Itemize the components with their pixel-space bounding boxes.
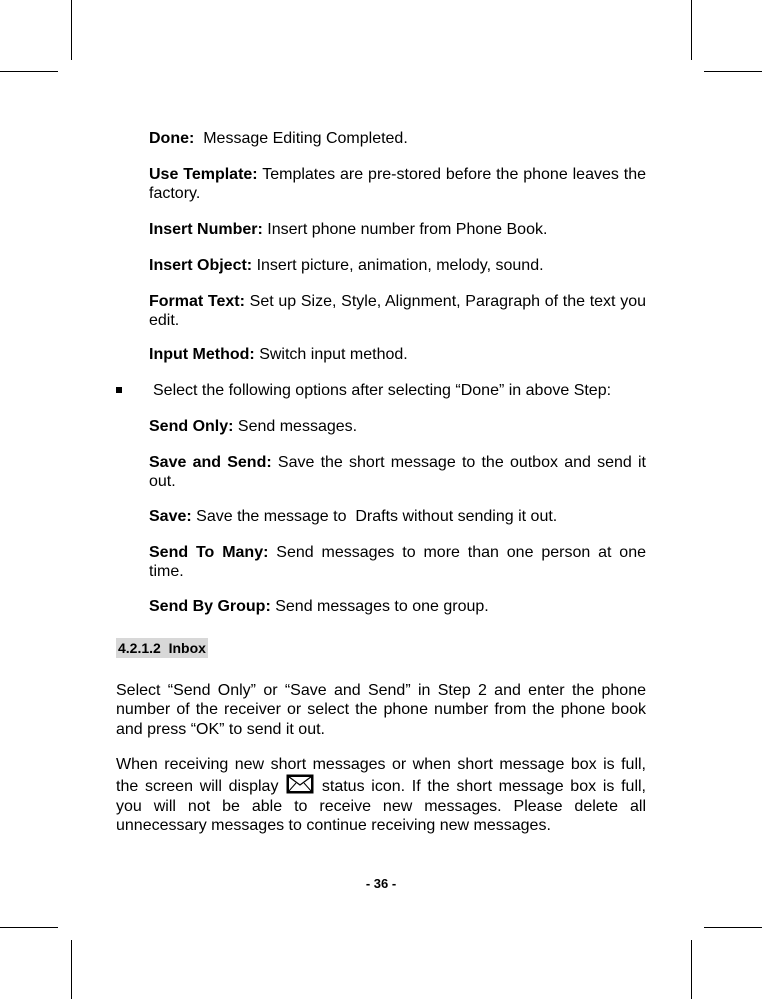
option-desc: Save the short message to the outbox and send it out. (149, 454, 647, 490)
crop-mark (691, 0, 692, 60)
option-desc: Send messages. (233, 418, 358, 435)
option-insert-number (149, 220, 646, 239)
option-send-by-group (149, 597, 646, 616)
crop-mark (704, 71, 762, 72)
option-desc: Insert picture, animation, melody, sound. (252, 257, 544, 274)
option-term: Format Text: (149, 293, 245, 310)
option-term: Send Only: (149, 418, 234, 435)
option-term: Save and Send: (149, 454, 272, 471)
option-term: Send By Group: (149, 598, 271, 615)
option-desc: Save the message to Drafts without sending it out. (191, 508, 558, 525)
crop-mark (71, 940, 72, 999)
bullet-text: Select the following options after selecting “Done” in above Step: (153, 382, 612, 399)
option-use-template (149, 165, 646, 203)
option-term: Use Template: (149, 166, 258, 183)
crop-mark (691, 940, 692, 999)
option-desc: Send messages to one group. (270, 598, 489, 615)
crop-mark (71, 0, 72, 60)
paragraph-send-instructions: Select “Send Only” or “Save and Send” in Step 2 and enter the phone number of the receiver or select the phone number from the phone book and press “OK” to send it out. (116, 682, 646, 738)
paragraph-receiving (116, 755, 646, 835)
option-desc: Templates are pre-stored before the phone leaves the factory. (149, 166, 646, 202)
option-term: Input Method: (149, 346, 255, 363)
option-term: Done: (149, 130, 195, 147)
option-save (149, 507, 646, 526)
crop-mark (0, 71, 58, 72)
option-send-only (149, 417, 646, 436)
section-heading: 4.2.1.2 Inbox (118, 640, 206, 656)
option-insert-object (149, 256, 646, 275)
option-input-method (149, 345, 646, 364)
option-desc: Insert phone number from Phone Book. (262, 221, 548, 238)
crop-mark (0, 927, 58, 928)
option-term: Send To Many: (149, 544, 269, 561)
option-desc: Switch input method. (254, 346, 408, 363)
crop-mark (704, 927, 762, 928)
option-term: Save: (149, 508, 192, 525)
option-term: Insert Number: (149, 221, 263, 238)
option-desc: Message Editing Completed. (194, 130, 408, 147)
option-format-text (149, 292, 646, 330)
option-desc: Set up Size, Style, Alignment, Paragraph of the text you edit. (149, 293, 646, 329)
square-bullet-icon (116, 387, 122, 393)
option-desc: Send messages to more than one person at one time. (149, 544, 647, 580)
option-term: Insert Object: (149, 257, 253, 274)
envelope-icon (286, 774, 314, 794)
option-done (149, 129, 646, 148)
paragraph-text: status icon. If the short message box is full, you will not be able to receive new messages. Please delete all unnecessary messages to continue receiving new messages. (116, 778, 646, 834)
option-send-to-many (149, 543, 646, 581)
paragraph-text: When receiving new short messages or when short message box is full, the screen will display (116, 756, 646, 796)
option-save-and-send (149, 453, 646, 491)
page-number: - 36 - (365, 876, 397, 891)
